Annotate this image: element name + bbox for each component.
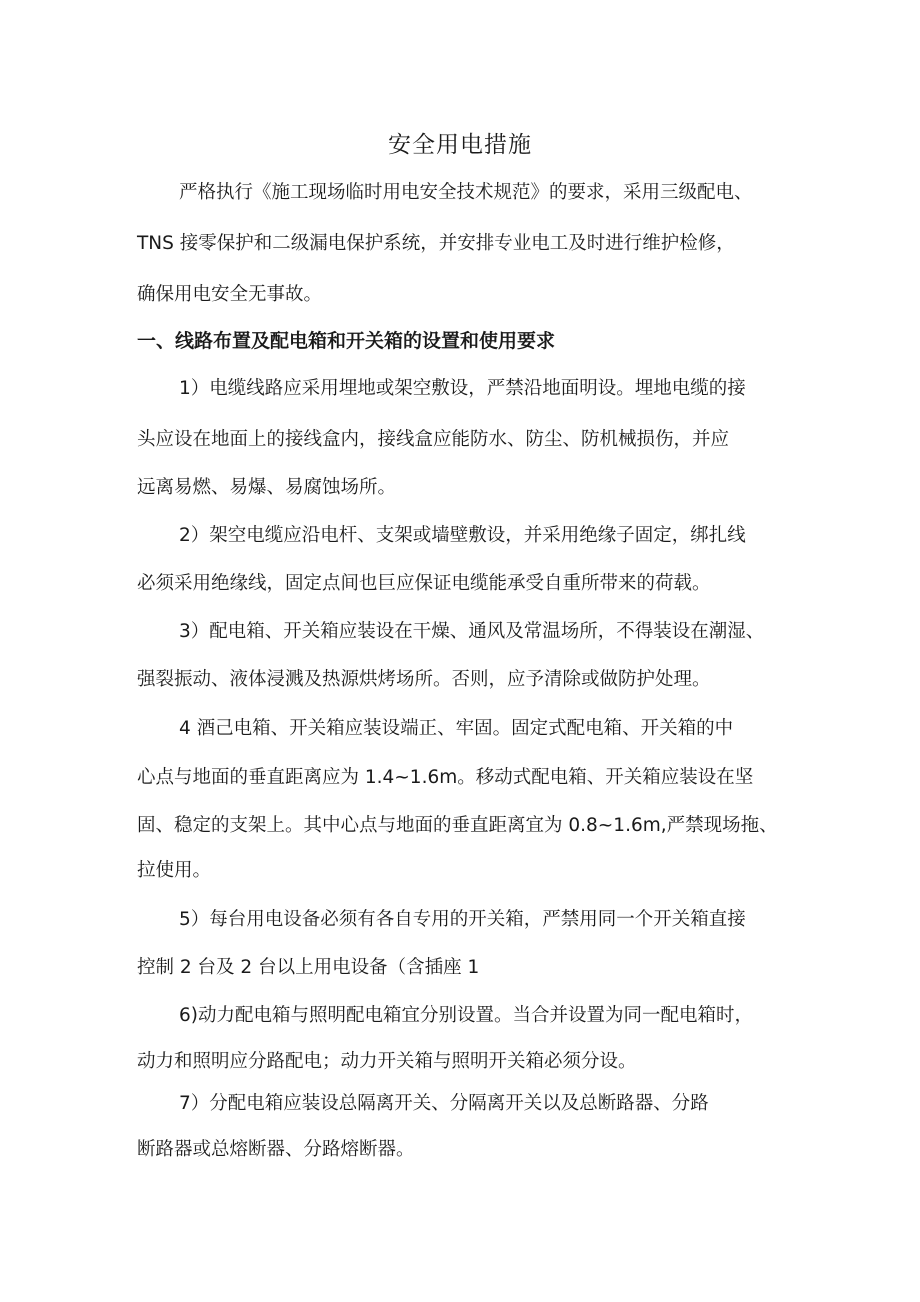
item6-line-2: 动力和照明应分路配电；动力开关箱与照明开关箱必须分设。	[137, 1051, 637, 1072]
item1-line-3: 远离易燃、易爆、易腐蚀场所。	[137, 477, 397, 498]
item4-line-1: 4 酒己电箱、开关箱应装设端正、牢固。固定式配电箱、开关箱的中	[179, 718, 734, 739]
intro-line-2: TNS 接零保护和二级漏电保护系统，并安排专业电工及时进行维护检修，	[137, 233, 735, 254]
item6-line-1: 6)动力配电箱与照明配电箱宜分别设置。当合并设置为同一配电箱时，	[179, 1005, 753, 1026]
item1-line-1: 1）电缆线路应采用埋地或架空敷设，严禁沿地面明设。埋地电缆的接	[179, 378, 746, 399]
item2-line-1: 2）架空电缆应沿电杆、支架或墙壁敷设，并采用绝缘子固定，绑扎线	[179, 525, 746, 546]
item4-line-4: 拉使用。	[137, 860, 212, 881]
item3-line-1: 3）配电箱、开关箱应装设在干燥、通风及常温场所，不得装设在潮湿、	[179, 621, 765, 642]
item4-line-3: 固、稳定的支架上。其中心点与地面的垂直距离宜为 0.8~1.6m,严禁现场拖、	[137, 815, 778, 836]
section-heading: 一、线路布置及配电箱和开关箱的设置和使用要求	[137, 330, 556, 352]
intro-line-3: 确保用电安全无事故。	[137, 284, 323, 305]
item5-line-1: 5）每台用电设备必须有各自专用的开关箱，严禁用同一个开关箱直接	[179, 909, 746, 930]
item7-line-2: 断路器或总熔断器、分路熔断器。	[137, 1139, 415, 1160]
item4-line-2: 心点与地面的垂直距离应为 1.4~1.6m。移动式配电箱、开关箱应装设在坚	[137, 767, 754, 788]
intro-line-1: 严格执行《施工现场临时用电安全技术规范》的要求，采用三级配电、	[179, 182, 753, 203]
item5-line-2: 控制 2 台及 2 台以上用电设备（含插座 1	[137, 957, 480, 978]
item1-line-2: 头应设在地面上的接线盒内，接线盒应能防水、防尘、防机械损伤，并应	[137, 429, 730, 450]
document-title: 安全用电措施	[388, 132, 532, 158]
item2-line-2: 必须采用绝缘线，固定点间也巨应保证电缆能承受自重所带来的荷载。	[137, 573, 711, 594]
item7-line-1: 7）分配电箱应装设总隔离开关、分隔离开关以及总断路器、分路	[179, 1093, 709, 1114]
item3-line-2: 强裂振动、液体浸溅及热源烘烤场所。否则，应予清除或做防护处理。	[137, 669, 711, 690]
